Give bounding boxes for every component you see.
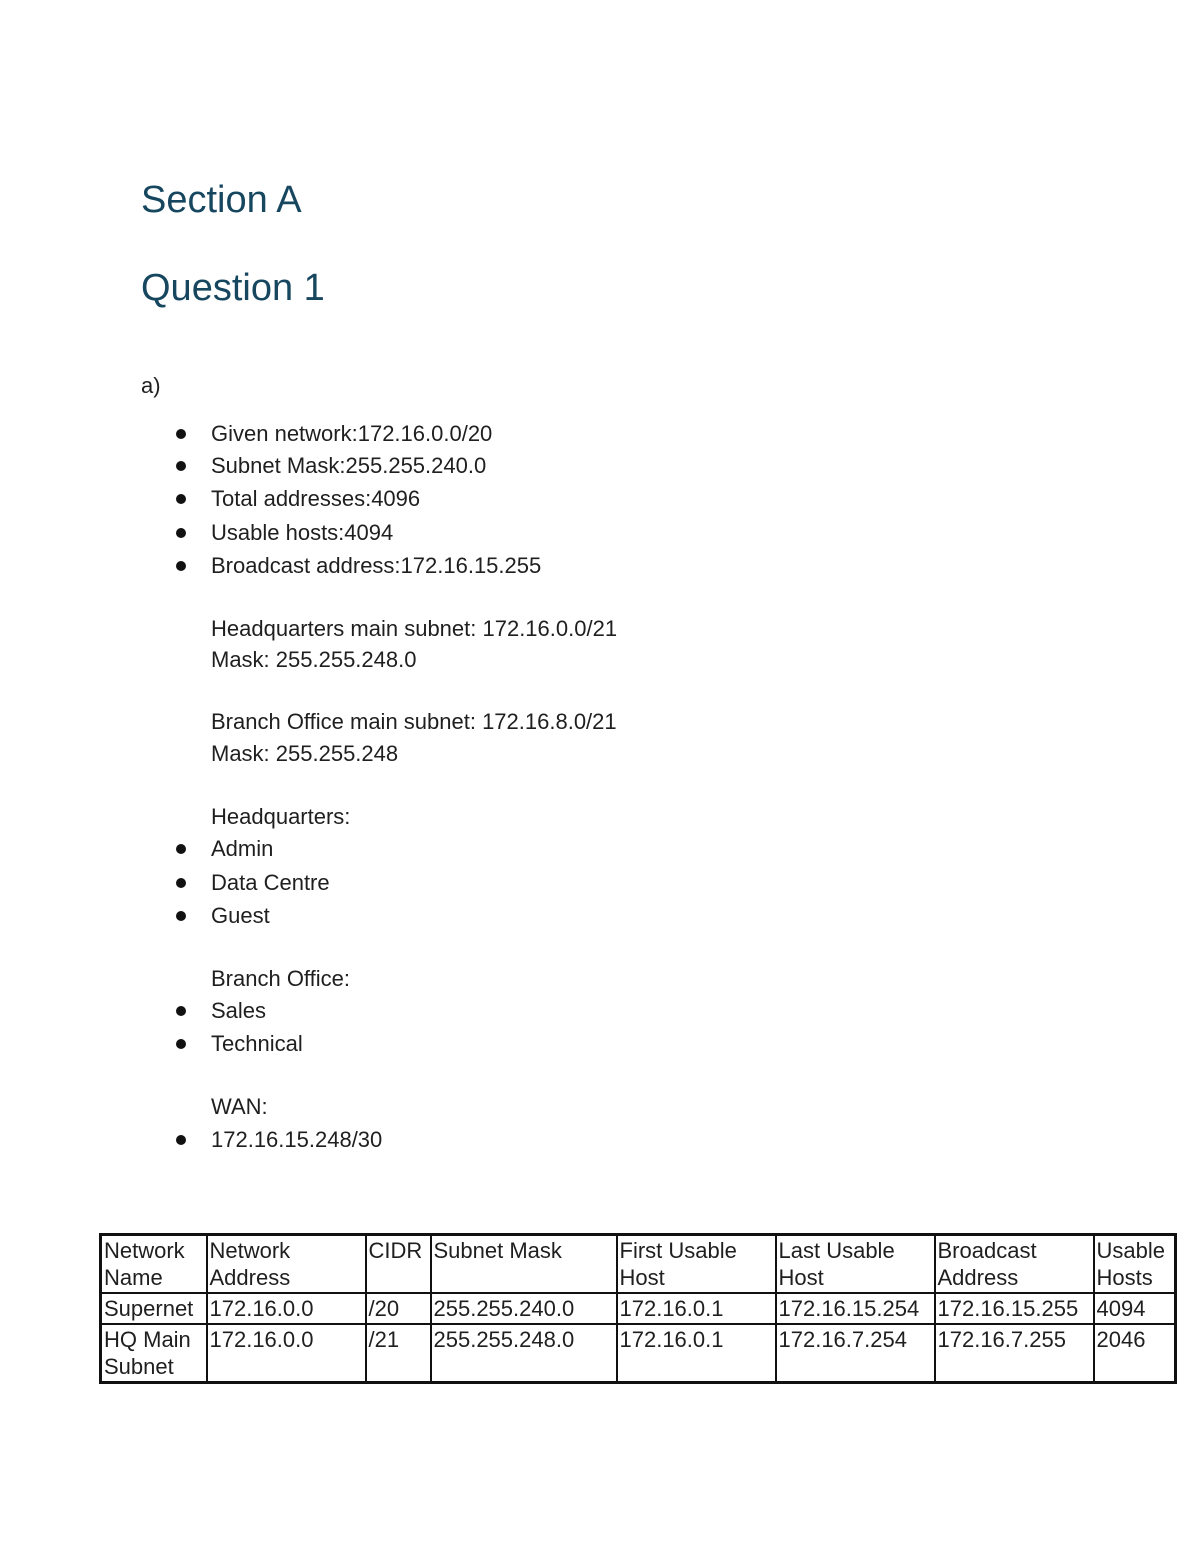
hq-main-subnet: Headquarters main subnet: 172.16.0.0/21 bbox=[211, 616, 618, 641]
branch-main-mask: Mask: 255.255.248 bbox=[211, 741, 399, 766]
bullet-icon bbox=[176, 911, 186, 921]
headquarters-label: Headquarters: bbox=[211, 804, 351, 829]
bullet-icon bbox=[176, 844, 186, 854]
branch-main-subnet: Branch Office main subnet: 172.16.8.0/21 bbox=[211, 709, 617, 734]
table-cell: Supernet bbox=[101, 1293, 207, 1324]
table-cell: 172.16.15.255 bbox=[935, 1293, 1094, 1324]
table-cell: 255.255.240.0 bbox=[431, 1293, 617, 1324]
table-cell: 172.16.15.254 bbox=[776, 1293, 935, 1324]
table-cell: 172.16.0.0 bbox=[207, 1324, 366, 1383]
header-cell: CIDR bbox=[366, 1235, 431, 1294]
header-cell: Network Name bbox=[101, 1235, 207, 1294]
list-item: Given network:172.16.0.0/20 bbox=[211, 421, 493, 446]
list-item: Total addresses:4096 bbox=[211, 486, 421, 511]
table-cell: 172.16.0.1 bbox=[617, 1324, 776, 1383]
table-cell: 172.16.0.0 bbox=[207, 1293, 366, 1324]
table-cell: 172.16.0.1 bbox=[617, 1293, 776, 1324]
table-cell: 4094 bbox=[1094, 1293, 1176, 1324]
header-cell: Network Address bbox=[207, 1235, 366, 1294]
bullet-icon bbox=[176, 1039, 186, 1049]
branch-office-label: Branch Office: bbox=[211, 966, 350, 991]
table-cell: 172.16.7.254 bbox=[776, 1324, 935, 1383]
header-cell: Usable Hosts bbox=[1094, 1235, 1176, 1294]
header-cell: First Usable Host bbox=[617, 1235, 776, 1294]
list-item: Technical bbox=[211, 1031, 303, 1056]
header-cell: Subnet Mask bbox=[431, 1235, 617, 1294]
list-item: Admin bbox=[211, 836, 274, 861]
bullet-icon bbox=[176, 561, 186, 571]
bullet-icon bbox=[176, 1135, 186, 1145]
header-cell: Last Usable Host bbox=[776, 1235, 935, 1294]
list-item: Usable hosts:4094 bbox=[211, 520, 394, 545]
list-item: Sales bbox=[211, 998, 267, 1023]
table-cell: /20 bbox=[366, 1293, 431, 1324]
header-cell: Broadcast Address bbox=[935, 1235, 1094, 1294]
part-label: a) bbox=[141, 373, 161, 398]
section-heading: Section A bbox=[141, 179, 302, 221]
subnet-table bbox=[99, 1233, 1177, 1384]
bullet-icon bbox=[176, 494, 186, 504]
table-row bbox=[101, 1324, 1176, 1383]
table-cell: /21 bbox=[366, 1324, 431, 1383]
table-header-row bbox=[101, 1235, 1176, 1294]
list-item: Subnet Mask:255.255.240.0 bbox=[211, 453, 487, 478]
table-cell: 2046 bbox=[1094, 1324, 1176, 1383]
bullet-icon bbox=[176, 429, 186, 439]
bullet-icon bbox=[176, 878, 186, 888]
table-cell: 172.16.7.255 bbox=[935, 1324, 1094, 1383]
table-cell: HQ Main Subnet bbox=[101, 1324, 207, 1383]
bullet-icon bbox=[176, 1006, 186, 1016]
table-cell: 255.255.248.0 bbox=[431, 1324, 617, 1383]
bullet-icon bbox=[176, 528, 186, 538]
hq-main-mask: Mask: 255.255.248.0 bbox=[211, 647, 417, 672]
list-item: Broadcast address:172.16.15.255 bbox=[211, 553, 542, 578]
list-item: Guest bbox=[211, 903, 270, 928]
bullet-icon bbox=[176, 461, 186, 471]
question-heading: Question 1 bbox=[141, 267, 325, 309]
list-item: 172.16.15.248/30 bbox=[211, 1127, 383, 1152]
list-item: Data Centre bbox=[211, 870, 330, 895]
table-row bbox=[101, 1293, 1176, 1324]
wan-label: WAN: bbox=[211, 1094, 268, 1119]
